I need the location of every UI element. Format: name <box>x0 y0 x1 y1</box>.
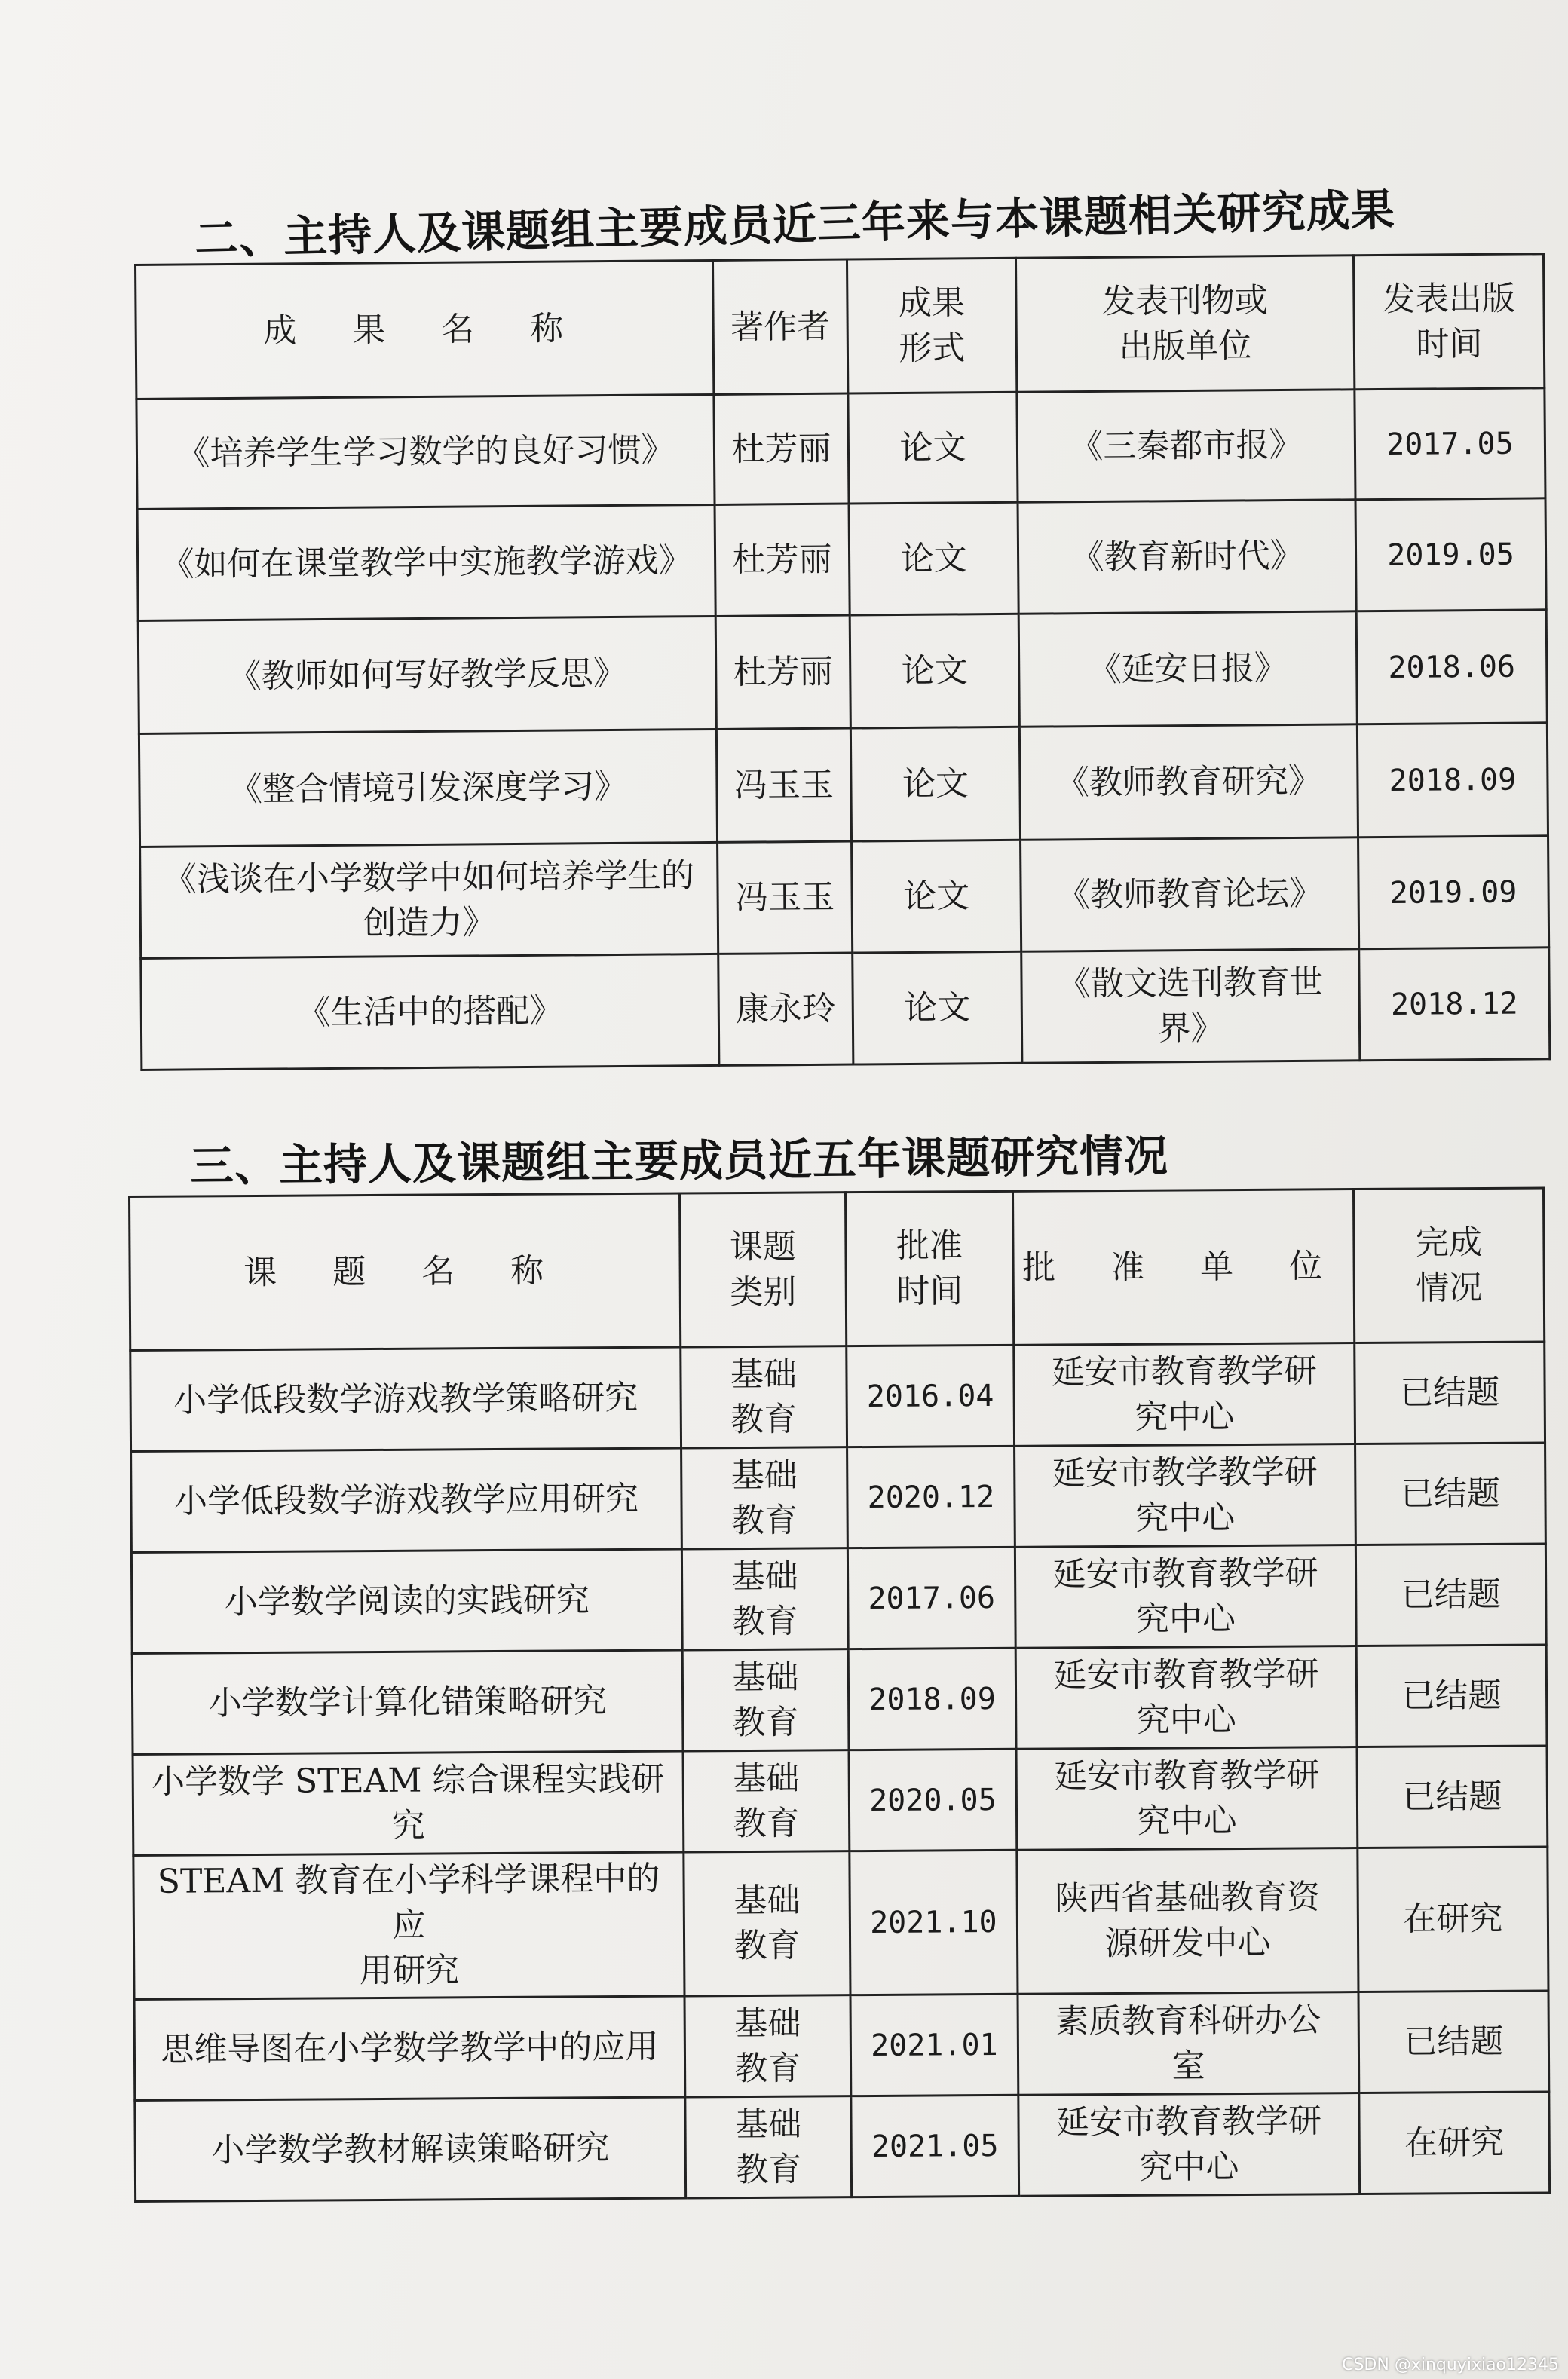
project-name-cell: 小学低段数学游戏教学策略研究 <box>130 1347 681 1451</box>
category-cell: 基础 教育 <box>681 1548 848 1650</box>
header-author: 著作者 <box>712 259 847 394</box>
watermark: CSDN @xinquyixiao12345 <box>1342 2356 1559 2374</box>
approval-date-cell: 2016.04 <box>847 1345 1015 1447</box>
table-row <box>137 498 1546 621</box>
approval-unit-cell: 延安市教育教学研 究中心 <box>1016 1747 1358 1851</box>
table-header-row <box>130 1188 1545 1350</box>
publisher-cell: 《教育新时代》 <box>1018 500 1356 614</box>
category-cell: 基础 教育 <box>683 1750 850 1852</box>
status-cell: 已结题 <box>1358 1991 1549 2093</box>
author-cell: 冯玉玉 <box>718 841 853 954</box>
section-2-heading: 二、主持人及课题组主要成员近三年来与本课题相关研究成果 <box>194 184 1396 265</box>
status-cell: 已结题 <box>1355 1544 1546 1646</box>
category-cell: 基础 教育 <box>684 1995 851 2097</box>
status-cell: 已结题 <box>1355 1443 1546 1545</box>
project-name-cell: 小学数学 STEAM 综合课程实践研究 <box>133 1751 684 1855</box>
result-name-cell: 《浅谈在小学数学中如何培养学生的 创造力》 <box>140 842 718 958</box>
result-name-cell: 《如何在课堂教学中实施教学游戏》 <box>137 504 715 620</box>
approval-unit-cell: 延安市教学教学研 究中心 <box>1015 1444 1356 1548</box>
approval-date-cell: 2020.05 <box>849 1749 1017 1851</box>
approval-unit-cell: 延安市教育教学研 究中心 <box>1015 1646 1357 1750</box>
project-name-cell: 小学数学阅读的实践研究 <box>131 1549 682 1653</box>
publisher-cell: 《三秦都市报》 <box>1017 390 1355 503</box>
category-cell: 基础 教育 <box>684 1851 850 1996</box>
header-approval-date: 批准 时间 <box>845 1191 1013 1346</box>
publish-date-cell: 2019.05 <box>1355 498 1546 611</box>
research-projects-table <box>128 1187 1551 2203</box>
table-row <box>133 1847 1548 1999</box>
status-cell: 已结题 <box>1356 1645 1547 1747</box>
form-cell: 论文 <box>848 392 1018 504</box>
publish-date-cell: 2019.09 <box>1358 836 1549 949</box>
table-row <box>138 610 1547 734</box>
publisher-cell: 《教师教育研究》 <box>1019 724 1358 840</box>
category-cell: 基础 教育 <box>681 1346 847 1448</box>
status-cell: 在研究 <box>1358 1847 1548 1992</box>
publish-date-cell: 2017.05 <box>1355 388 1545 500</box>
header-approval-unit: 批 准 单 位 <box>1012 1190 1354 1346</box>
project-name-cell: 小学数学计算化错策略研究 <box>132 1650 683 1754</box>
approval-unit-cell: 陕西省基础教育资 源研发中心 <box>1017 1848 1358 1995</box>
publish-date-cell: 2018.12 <box>1359 948 1550 1061</box>
table-row <box>131 1544 1546 1653</box>
approval-date-cell: 2018.09 <box>848 1648 1016 1750</box>
table-header-row <box>136 254 1545 400</box>
table-row <box>136 388 1545 510</box>
author-cell: 杜芳丽 <box>714 393 849 504</box>
header-publisher: 发表刊物或 出版单位 <box>1015 256 1354 393</box>
approval-date-cell: 2021.05 <box>851 2095 1019 2197</box>
approval-date-cell: 2020.12 <box>847 1446 1015 1548</box>
project-name-cell: 思维导图在小学数学教学中的应用 <box>134 1996 685 2100</box>
author-cell: 康永玲 <box>718 953 853 1065</box>
table-row <box>130 1342 1545 1451</box>
header-project-name: 课 题 名 称 <box>130 1193 681 1350</box>
status-cell: 已结题 <box>1355 1342 1545 1444</box>
result-name-cell: 《培养学生学习数学的良好习惯》 <box>136 394 715 509</box>
category-cell: 基础 教育 <box>681 1447 848 1549</box>
table-row <box>131 1443 1546 1552</box>
table-row <box>140 836 1549 959</box>
approval-unit-cell: 延安市教育教学研 究中心 <box>1014 1343 1355 1447</box>
form-cell: 论文 <box>850 727 1020 841</box>
header-form: 成果 形式 <box>847 258 1016 393</box>
header-publish-date: 发表出版 时间 <box>1353 254 1544 390</box>
project-name-cell: 小学低段数学游戏教学应用研究 <box>131 1448 682 1552</box>
category-cell: 基础 教育 <box>682 1649 849 1751</box>
table-row <box>141 948 1550 1070</box>
form-cell: 论文 <box>853 951 1022 1064</box>
approval-unit-cell: 素质教育科研办公 室 <box>1018 1992 1359 2096</box>
approval-date-cell: 2017.06 <box>847 1547 1015 1649</box>
table-row <box>133 1746 1548 1855</box>
status-cell: 在研究 <box>1359 2092 1550 2194</box>
form-cell: 论文 <box>850 614 1019 728</box>
approval-unit-cell: 延安市教育教学研 究中心 <box>1018 2093 1360 2197</box>
table-row <box>139 723 1548 847</box>
form-cell: 论文 <box>852 840 1021 953</box>
result-name-cell: 《整合情境引发深度学习》 <box>139 729 717 847</box>
approval-date-cell: 2021.10 <box>850 1850 1018 1995</box>
header-result-name: 成 果 名 称 <box>136 260 714 399</box>
header-status: 完成 情况 <box>1353 1188 1544 1343</box>
author-cell: 冯玉玉 <box>716 728 851 842</box>
approval-date-cell: 2021.01 <box>850 1994 1018 2096</box>
author-cell: 杜芳丽 <box>715 615 850 729</box>
table-row <box>134 1991 1549 2100</box>
table-row <box>132 1645 1547 1754</box>
publish-date-cell: 2018.06 <box>1356 610 1547 724</box>
research-results-table <box>134 253 1551 1071</box>
publisher-cell: 《延安日报》 <box>1018 611 1357 727</box>
table-row <box>135 2092 1550 2201</box>
header-category: 课题 类别 <box>679 1193 846 1347</box>
publisher-cell: 《教师教育论坛》 <box>1021 837 1359 952</box>
publish-date-cell: 2018.09 <box>1357 723 1548 837</box>
section-3-heading: 三、主持人及课题组主要成员近五年课题研究情况 <box>189 1130 1169 1192</box>
author-cell: 杜芳丽 <box>715 504 850 616</box>
status-cell: 已结题 <box>1357 1746 1548 1848</box>
result-name-cell: 《生活中的搭配》 <box>141 954 719 1070</box>
project-name-cell: 小学数学教材解读策略研究 <box>135 2097 686 2201</box>
category-cell: 基础 教育 <box>685 2096 852 2198</box>
publisher-cell: 《散文选刊教育世 界》 <box>1021 949 1360 1064</box>
project-name-cell: STEAM 教育在小学科学课程中的应 用研究 <box>133 1852 684 1999</box>
form-cell: 论文 <box>849 502 1018 615</box>
result-name-cell: 《教师如何写好教学反思》 <box>138 616 716 733</box>
approval-unit-cell: 延安市教育教学研 究中心 <box>1015 1545 1356 1649</box>
